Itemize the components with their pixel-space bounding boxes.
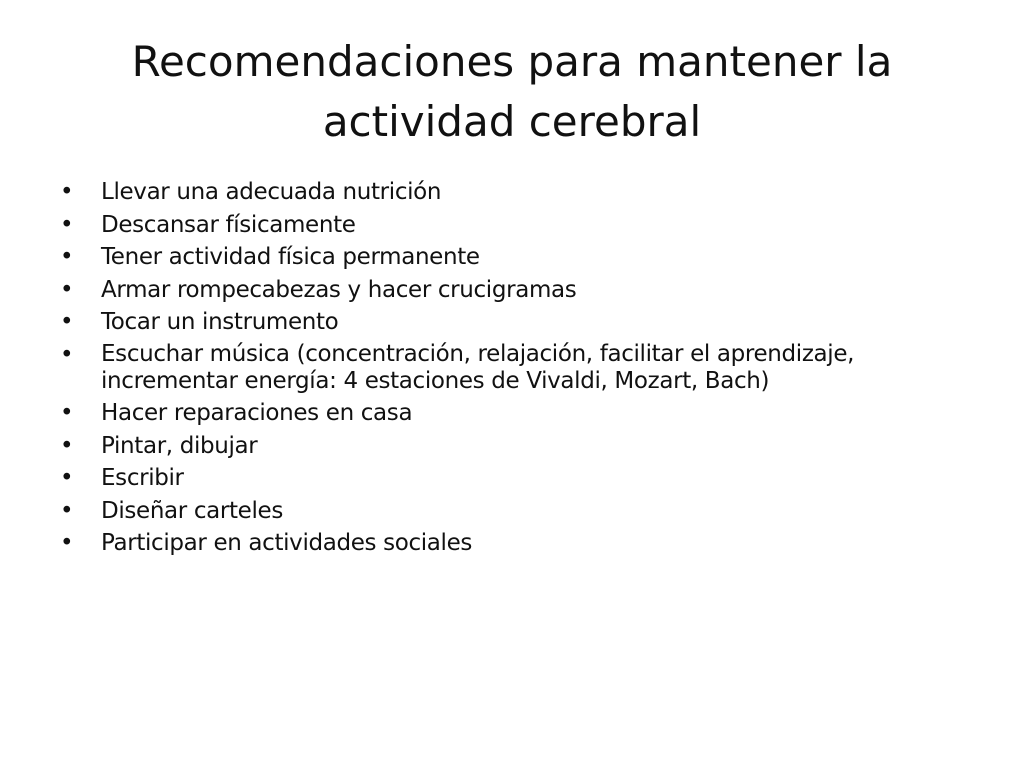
bullet-item-social-activities (60, 529, 980, 557)
bullet-icon: • (60, 211, 74, 238)
slide-title-line-2: actividad cerebral (322, 97, 702, 146)
bullet-text-music (101, 341, 980, 395)
bullet-text-music-line-2: incrementar energía: 4 estaciones de Vivaldi, Mozart, Bach) (101, 367, 770, 394)
bullet-text: Descansar físicamente (101, 211, 356, 238)
bullet-item-music (60, 341, 980, 395)
bullet-item-design-posters (60, 497, 980, 525)
bullet-icon: • (60, 432, 74, 459)
bullet-icon: • (60, 309, 74, 335)
bullet-text: Participar en actividades sociales (101, 530, 473, 556)
bullet-list (60, 178, 980, 562)
bullet-text: Llevar una adecuada nutrición (101, 179, 442, 205)
bullet-icon: • (60, 244, 74, 270)
bullet-item-physical-activity (60, 243, 980, 271)
bullet-item-nutrition (60, 178, 980, 206)
bullet-icon: • (60, 341, 74, 368)
bullet-text: Armar rompecabezas y hacer crucigramas (101, 276, 577, 303)
bullet-icon: • (60, 465, 74, 491)
bullet-item-puzzles (60, 276, 980, 304)
bullet-item-instrument (60, 308, 980, 336)
bullet-item-paint-draw (60, 432, 980, 460)
bullet-text: Escribir (101, 465, 184, 491)
slide-title-line-1: Recomendaciones para mantener la (131, 37, 893, 86)
bullet-icon: • (60, 400, 74, 426)
bullet-text: Pintar, dibujar (101, 432, 258, 459)
slide-title (90, 32, 934, 152)
bullet-text: Tener actividad física permanente (101, 244, 480, 270)
bullet-item-write (60, 464, 980, 492)
bullet-icon: • (60, 530, 74, 556)
bullet-icon: • (60, 179, 74, 205)
bullet-text: Hacer reparaciones en casa (101, 400, 413, 426)
bullet-text: Diseñar carteles (101, 497, 283, 524)
bullet-text-music-line-1: Escuchar música (concentración, relajación, facilitar el aprendizaje, (101, 340, 855, 367)
bullet-text: Tocar un instrumento (101, 309, 339, 335)
bullet-item-rest (60, 211, 980, 239)
bullet-icon: • (60, 497, 74, 524)
bullet-icon: • (60, 276, 74, 303)
bullet-item-repairs (60, 399, 980, 427)
